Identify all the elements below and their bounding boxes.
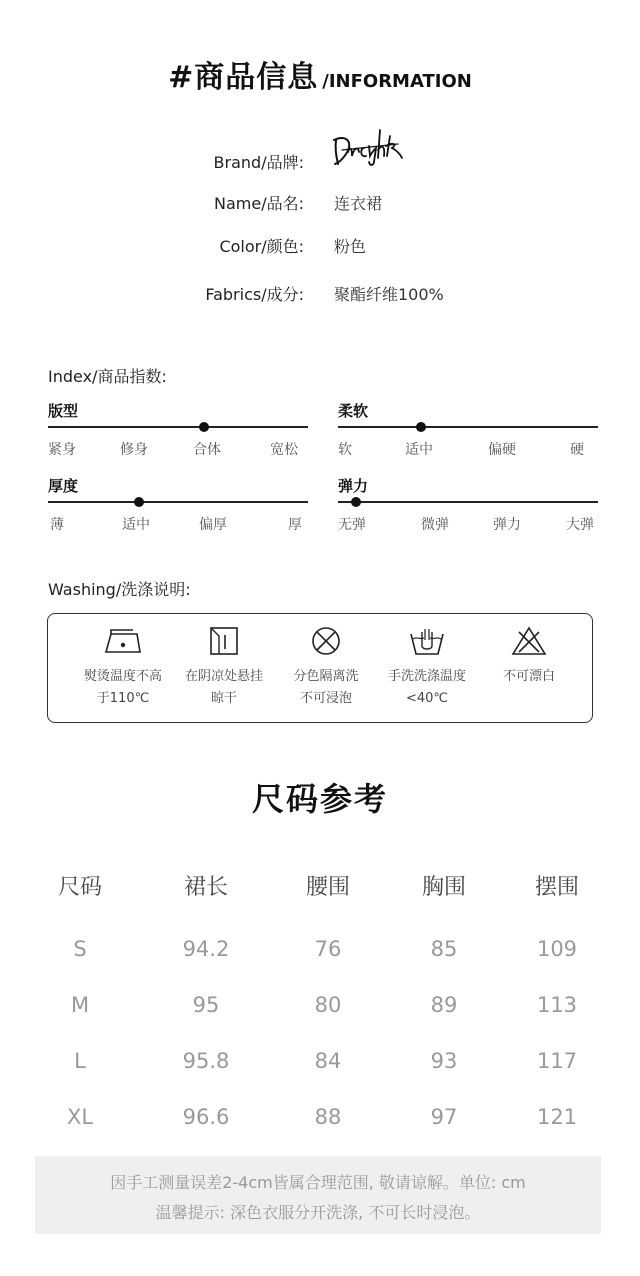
index-line bbox=[338, 501, 598, 503]
index-line bbox=[338, 426, 598, 428]
index-ticks bbox=[338, 439, 598, 457]
index-ticks bbox=[48, 514, 308, 532]
wash-item bbox=[174, 614, 274, 710]
note-line-1: 因手工测量误差2-4cm皆属合理范围, 敬请谅解。单位: cm bbox=[110, 1173, 526, 1192]
measurement-note bbox=[35, 1156, 601, 1234]
fabrics-value: 聚酯纤维100% bbox=[334, 285, 444, 304]
brand-row bbox=[0, 150, 640, 178]
tick-label: 微弹 bbox=[421, 517, 449, 533]
do-not-soak-icon bbox=[306, 626, 346, 656]
index-track bbox=[48, 501, 308, 505]
index-track bbox=[338, 501, 598, 505]
tick-label: 厚 bbox=[288, 517, 302, 533]
color-label: Color/颜色: bbox=[219, 237, 304, 256]
tick-label: 宽松 bbox=[270, 442, 298, 458]
table-cell: 97 bbox=[430, 1105, 458, 1129]
table-cell: 85 bbox=[430, 937, 458, 961]
no-bleach-icon bbox=[509, 626, 549, 656]
wash-text-1: 分色隔离洗 bbox=[293, 669, 359, 684]
index-name: 弹力 bbox=[338, 477, 369, 495]
line-dry-shade-icon bbox=[204, 626, 244, 656]
table-cell: 76 bbox=[314, 937, 342, 961]
brand-logo bbox=[332, 126, 412, 170]
wash-item bbox=[377, 614, 477, 710]
table-cell: 95 bbox=[192, 993, 220, 1017]
index-fit bbox=[48, 400, 308, 457]
tick-label: 薄 bbox=[50, 517, 64, 533]
table-header: 尺码 bbox=[57, 875, 102, 900]
fabrics-row bbox=[0, 282, 640, 310]
table-cell: 89 bbox=[430, 993, 458, 1017]
washing-box bbox=[47, 613, 593, 723]
index-section-label: Index/商品指数: bbox=[48, 367, 167, 386]
table-cell: S bbox=[73, 937, 87, 961]
title-en: /INFORMATION bbox=[322, 71, 472, 92]
tick-label: 无弹 bbox=[338, 517, 366, 533]
table-cell: 96.6 bbox=[182, 1105, 230, 1129]
table-cell: L bbox=[74, 1049, 86, 1073]
brand-label: Brand/品牌: bbox=[213, 153, 304, 172]
tick-label: 修身 bbox=[120, 442, 148, 458]
wash-item bbox=[276, 614, 376, 710]
table-cell: 88 bbox=[314, 1105, 342, 1129]
table-header: 裙长 bbox=[183, 875, 228, 900]
index-elasticity bbox=[338, 475, 598, 532]
tick-label: 适中 bbox=[122, 517, 150, 533]
table-cell: 94.2 bbox=[182, 937, 230, 961]
index-line bbox=[48, 501, 308, 503]
table-header: 摆围 bbox=[534, 875, 579, 900]
note-line-2: 温馨提示: 深色衣服分开洗涤, 不可长时浸泡。 bbox=[155, 1203, 481, 1222]
color-row bbox=[0, 234, 640, 262]
index-name: 柔软 bbox=[338, 402, 369, 420]
tick-label: 硬 bbox=[570, 442, 584, 458]
fabrics-label: Fabrics/成分: bbox=[205, 285, 304, 304]
tick-label: 适中 bbox=[405, 442, 433, 458]
title-zh: #商品信息 bbox=[168, 60, 319, 95]
tick-label: 合体 bbox=[193, 442, 221, 458]
wash-text-2: 不可浸泡 bbox=[299, 691, 352, 706]
index-thickness bbox=[48, 475, 308, 532]
tick-label: 偏厚 bbox=[199, 517, 227, 533]
table-header: 腰围 bbox=[305, 875, 350, 900]
index-ticks bbox=[48, 439, 308, 457]
index-marker bbox=[199, 422, 209, 432]
index-name: 版型 bbox=[48, 402, 79, 420]
table-cell: XL bbox=[66, 1105, 94, 1129]
index-marker bbox=[351, 497, 361, 507]
wash-item bbox=[479, 614, 579, 688]
size-chart-title: 尺码参考 bbox=[251, 780, 388, 818]
index-name: 厚度 bbox=[48, 477, 79, 495]
tick-label: 紧身 bbox=[48, 442, 76, 458]
index-softness bbox=[338, 400, 598, 457]
index-track bbox=[48, 426, 308, 430]
color-value: 粉色 bbox=[334, 237, 367, 256]
tick-label: 软 bbox=[338, 442, 352, 458]
wash-text-1: 熨烫温度不高 bbox=[83, 669, 162, 684]
table-cell: 117 bbox=[536, 1049, 578, 1073]
hand-wash-icon bbox=[407, 626, 447, 656]
table-cell: M bbox=[70, 993, 90, 1017]
table-header: 胸围 bbox=[421, 875, 466, 900]
name-value: 连衣裙 bbox=[334, 194, 383, 213]
name-label: Name/品名: bbox=[214, 194, 304, 213]
index-marker bbox=[134, 497, 144, 507]
index-line bbox=[48, 426, 308, 428]
washing-section-label: Washing/洗涤说明: bbox=[48, 580, 191, 599]
wash-text-1: 在阴凉处悬挂 bbox=[184, 669, 263, 684]
page-title bbox=[0, 52, 640, 96]
wash-text-2: 于110℃ bbox=[96, 691, 150, 706]
tick-label: 弹力 bbox=[493, 517, 521, 533]
index-track bbox=[338, 426, 598, 430]
table-cell: 80 bbox=[314, 993, 342, 1017]
table-cell: 113 bbox=[536, 993, 578, 1017]
wash-text-2: 晾干 bbox=[210, 691, 237, 706]
tick-label: 大弹 bbox=[566, 517, 594, 533]
wash-text-2: <40℃ bbox=[405, 691, 449, 706]
tick-label: 偏硬 bbox=[488, 442, 516, 458]
wash-text-1: 不可漂白 bbox=[502, 669, 555, 684]
iron-icon bbox=[103, 626, 143, 656]
wash-text-1: 手洗洗涤温度 bbox=[387, 669, 466, 684]
name-row bbox=[0, 191, 640, 219]
table-cell: 109 bbox=[536, 937, 578, 961]
table-cell: 95.8 bbox=[182, 1049, 230, 1073]
table-cell: 93 bbox=[430, 1049, 458, 1073]
wash-item bbox=[73, 614, 173, 710]
index-marker bbox=[416, 422, 426, 432]
table-cell: 84 bbox=[314, 1049, 342, 1073]
index-ticks bbox=[338, 514, 598, 532]
table-cell: 121 bbox=[536, 1105, 578, 1129]
